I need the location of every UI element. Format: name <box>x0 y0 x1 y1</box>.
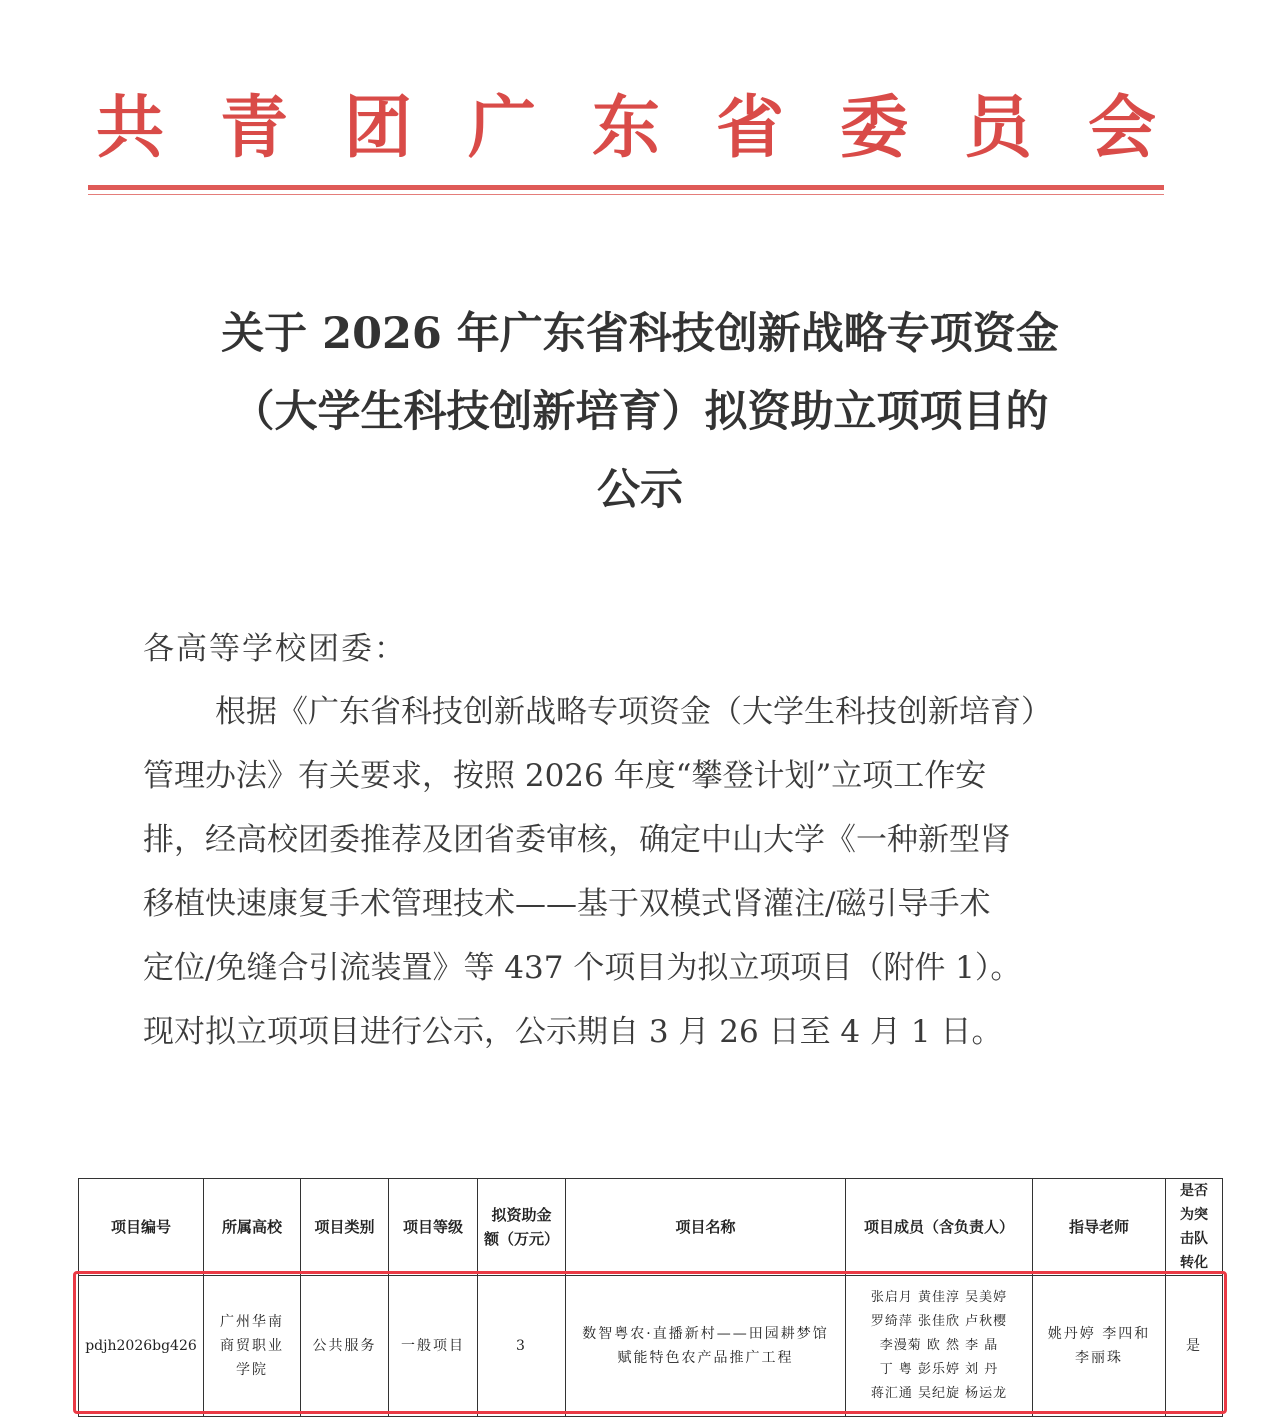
letterhead-char: 委 <box>839 88 908 168</box>
cell-code: pdjh2026bg426 <box>79 1276 204 1417</box>
cell-school <box>204 1276 301 1417</box>
letterhead-char: 青 <box>219 88 288 168</box>
document-title <box>140 295 1140 529</box>
body-line: 定位/免缝合引流装置》等 437 个项目为拟立项项目（附件 1）。 <box>143 950 1022 986</box>
cell-name <box>566 1276 846 1417</box>
cell-school-line: 商贸职业 <box>220 1338 284 1354</box>
body-paragraph <box>143 680 1143 1064</box>
letterhead-char: 会 <box>1087 88 1156 168</box>
letterhead-char: 广 <box>467 88 536 168</box>
letterhead-rule <box>88 185 1164 190</box>
letterhead-char: 员 <box>963 88 1032 168</box>
header-conversion <box>1166 1179 1223 1276</box>
header-conversion-line: 击队 <box>1180 1231 1208 1247</box>
body-line: 现对拟立项项目进行公示，公示期自 3 月 26 日至 4 月 1 日。 <box>143 1014 1003 1050</box>
members-line: 丁 粤 彭乐婷 刘 丹 <box>879 1362 999 1377</box>
cell-advisor-line: 李丽珠 <box>1075 1350 1123 1366</box>
cell-advisor-line: 姚丹婷 李四和 <box>1047 1326 1151 1342</box>
body-line: 根据《广东省科技创新战略专项资金（大学生科技创新培育） <box>215 694 1052 730</box>
header-advisor: 指导老师 <box>1033 1179 1166 1276</box>
header-conversion-line: 为突 <box>1180 1207 1208 1223</box>
cell-school-line: 广州华南 <box>220 1314 284 1330</box>
header-conversion-line: 转化 <box>1180 1255 1208 1271</box>
header-conversion-line: 是否 <box>1180 1183 1208 1199</box>
members-line: 李漫菊 欧 然 李 晶 <box>879 1338 999 1353</box>
cell-conversion: 是 <box>1166 1276 1223 1417</box>
header-amount-line: 拟资助金 <box>491 1206 552 1224</box>
title-line: 公示 <box>597 465 683 515</box>
header-school: 所属高校 <box>204 1179 301 1276</box>
letterhead-char: 东 <box>591 88 660 168</box>
letterhead <box>90 88 1162 168</box>
letterhead-char: 省 <box>715 88 784 168</box>
header-amount <box>478 1179 566 1276</box>
cell-amount: 3 <box>478 1276 566 1417</box>
cell-members <box>846 1276 1033 1417</box>
cell-level: 一般项目 <box>389 1276 478 1417</box>
title-line: 关于 2026 年广东省科技创新战略专项资金 <box>221 309 1059 359</box>
project-table <box>78 1178 1223 1417</box>
header-members: 项目成员（含负责人） <box>846 1179 1033 1276</box>
members-line: 罗绮萍 张佳欣 卢秋樱 <box>870 1314 1008 1329</box>
members-line: 蒋汇通 吴纪旋 杨运龙 <box>870 1386 1008 1401</box>
header-category: 项目类别 <box>301 1179 389 1276</box>
cell-category: 公共服务 <box>301 1276 389 1417</box>
body-line: 排，经高校团委推荐及团省委审核，确定中山大学《一种新型肾 <box>143 822 1011 858</box>
body-line: 管理办法》有关要求，按照 2026 年度“攀登计划”立项工作安 <box>143 758 987 794</box>
letterhead-char: 共 <box>95 88 164 168</box>
header-level: 项目等级 <box>389 1179 478 1276</box>
table-header-row <box>79 1179 1223 1276</box>
title-line: （大学生科技创新培育）拟资助立项项目的 <box>231 387 1049 437</box>
cell-name-line: 赋能特色农产品推广工程 <box>617 1350 794 1366</box>
header-name: 项目名称 <box>566 1179 846 1276</box>
letterhead-rule-thin <box>88 194 1164 195</box>
members-line: 张启月 黄佳淳 吴美婷 <box>870 1290 1008 1305</box>
body-line: 移植快速康复手术管理技术——基于双模式肾灌注/磁引导手术 <box>143 886 991 922</box>
cell-school-line: 学院 <box>236 1362 268 1378</box>
letterhead-char: 团 <box>343 88 412 168</box>
header-code: 项目编号 <box>79 1179 204 1276</box>
table-row <box>79 1276 1223 1417</box>
cell-advisor <box>1033 1276 1166 1417</box>
header-amount-line: 额（万元） <box>484 1230 560 1248</box>
cell-name-line: 数智粤农·直播新村——田园耕梦馆 <box>582 1326 829 1342</box>
salutation: 各高等学校团委： <box>143 631 407 667</box>
